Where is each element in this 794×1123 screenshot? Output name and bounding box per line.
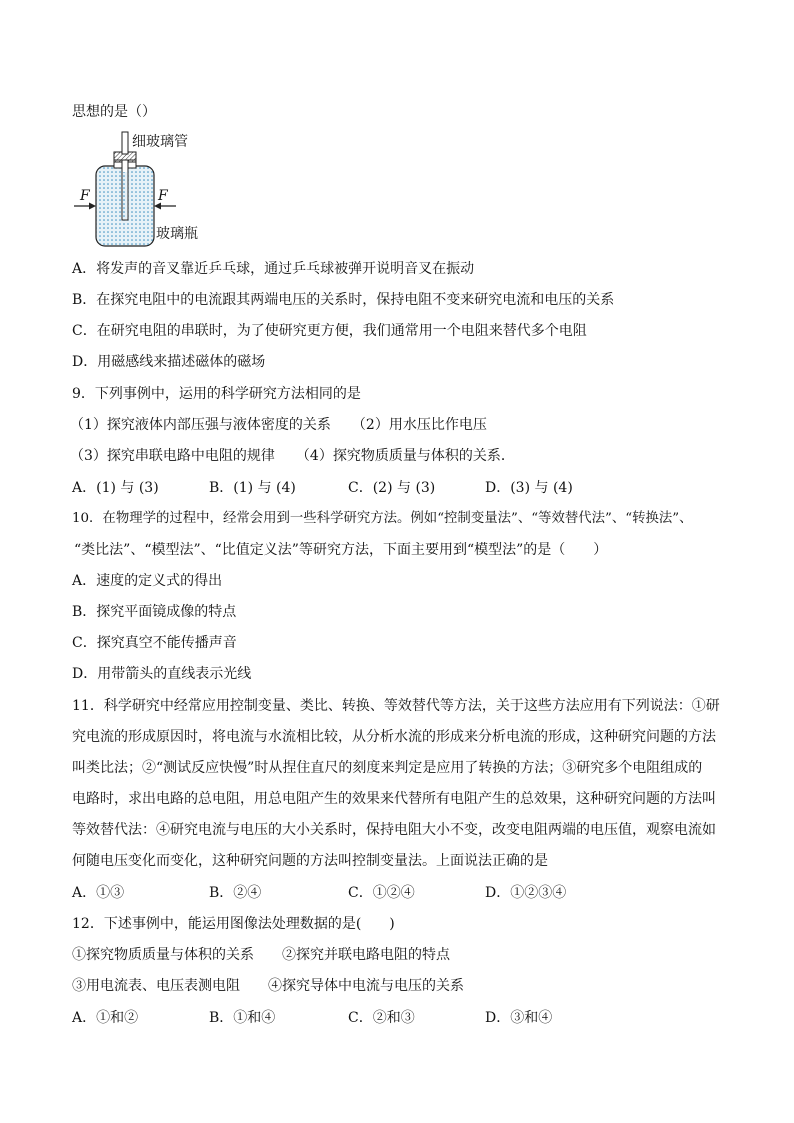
q11-stem-line-6: 何随电压变化而变化，这种研究问题的方法叫控制变量法。上面说法正确的是 [72, 853, 548, 869]
q10-stem-line-1: 10．在物理学的过程中，经常会用到一些科学研究方法。例如“控制变量法”、“等效替代法”、“转换法”、 [72, 511, 693, 526]
force-label-right: F [158, 188, 168, 204]
q12-choice-b: B．①和④ [209, 1010, 276, 1026]
q9-choice-c: C．(2) 与 (3) [348, 480, 436, 496]
q11-stem-line-2: 究电流的形成原因时，将电流与水流相比较，从分析水流的形成来分析电流的形成，这种研究问题的方法 [72, 729, 716, 745]
q9-stem: 9．下列事例中，运用的科学研究方法相同的是 [72, 386, 361, 402]
q9-choice-a: A．(1) 与 (3) [72, 480, 159, 496]
bottle-label: 玻璃瓶 [156, 226, 198, 242]
q10-option-b: B．探究平面镜成像的特点 [72, 604, 237, 620]
q9-choice-d: D．(3) 与 (4) [485, 480, 573, 496]
tube-liquid [123, 172, 127, 219]
q10-option-d: D．用带箭头的直线表示光线 [72, 666, 252, 682]
q11-choice-d: D．①②③④ [485, 885, 567, 901]
q12-choice-d: D．③和④ [485, 1010, 553, 1026]
q8-option-d: D．用磁感线来描述磁体的磁场 [72, 354, 266, 370]
q11-stem-line-1: 11．科学研究中经常应用控制变量、类比、转换、等效替代等方法，关于这些方法应用有下列说法：①研 [72, 698, 720, 714]
q8-option-b: B．在探究电阻中的电流跟其两端电压的关系时，保持电阻不变来研究电流和电压的关系 [72, 292, 615, 308]
q12-item-row-1: ①探究物质质量与体积的关系 ②探究并联电路电阻的特点 [72, 947, 450, 963]
q8-option-c: C．在研究电阻的串联时，为了使研究更方便，我们通常用一个电阻来替代多个电阻 [72, 323, 587, 339]
force-arrowhead-left [89, 203, 96, 210]
q10-option-c: C．探究真空不能传播声音 [72, 635, 237, 651]
q9-item-row-1: （1）探究液体内部压强与液体密度的关系 （2）用水压比作电压 [70, 417, 487, 433]
q10-stem-line-2: “类比法”、“模型法”、“比值定义法”等研究方法，下面主要用到“模型法”的是（ ） [74, 542, 608, 558]
q11-stem-line-3: 叫类比法；②“测试反应快慢”时从捏住直尺的刻度来判定是应用了转换的方法；③研究多个电阻组成的 [72, 760, 703, 776]
q11-choice-a: A．①③ [72, 885, 125, 901]
q9-choice-b: B．(1) 与 (4) [209, 480, 296, 496]
q12-choice-c: C．②和③ [348, 1010, 415, 1026]
tube-label: 细玻璃管 [132, 134, 188, 150]
q11-choice-c: C．①②④ [348, 885, 415, 901]
q11-stem-line-5: 等效替代法：④研究电流与电压的大小关系时，保持电阻大小不变，改变电阻两端的电压值，观察电流如 [72, 822, 716, 838]
glass-tube-upper [122, 132, 128, 154]
q12-stem: 12．下述事例中，能运用图像法处理数据的是( ) [72, 916, 395, 932]
q9-item-row-2: （3）探究串联电路中电阻的规律 （4）探究物质质量与体积的关系． [70, 448, 515, 464]
bottle-figure [70, 130, 210, 248]
q11-choice-b: B．②④ [209, 885, 262, 901]
q8-stem-tail: 思想的是（） [72, 104, 156, 120]
q12-choice-a: A．①和② [72, 1010, 139, 1026]
q11-stem-line-4: 电路时，求出电路的总电阻，用总电阻产生的效果来代替所有电阻产生的总效果，这种研究问题的方法叫 [72, 791, 716, 807]
force-label-left: F [80, 188, 90, 204]
q10-option-a: A．速度的定义式的得出 [72, 573, 223, 589]
q8-option-a: A．将发声的音叉靠近乒乓球，通过乒乓球被弹开说明音叉在振动 [72, 261, 475, 277]
q12-item-row-2: ③用电流表、电压表测电阻 ④探究导体中电流与电压的关系 [72, 978, 464, 994]
